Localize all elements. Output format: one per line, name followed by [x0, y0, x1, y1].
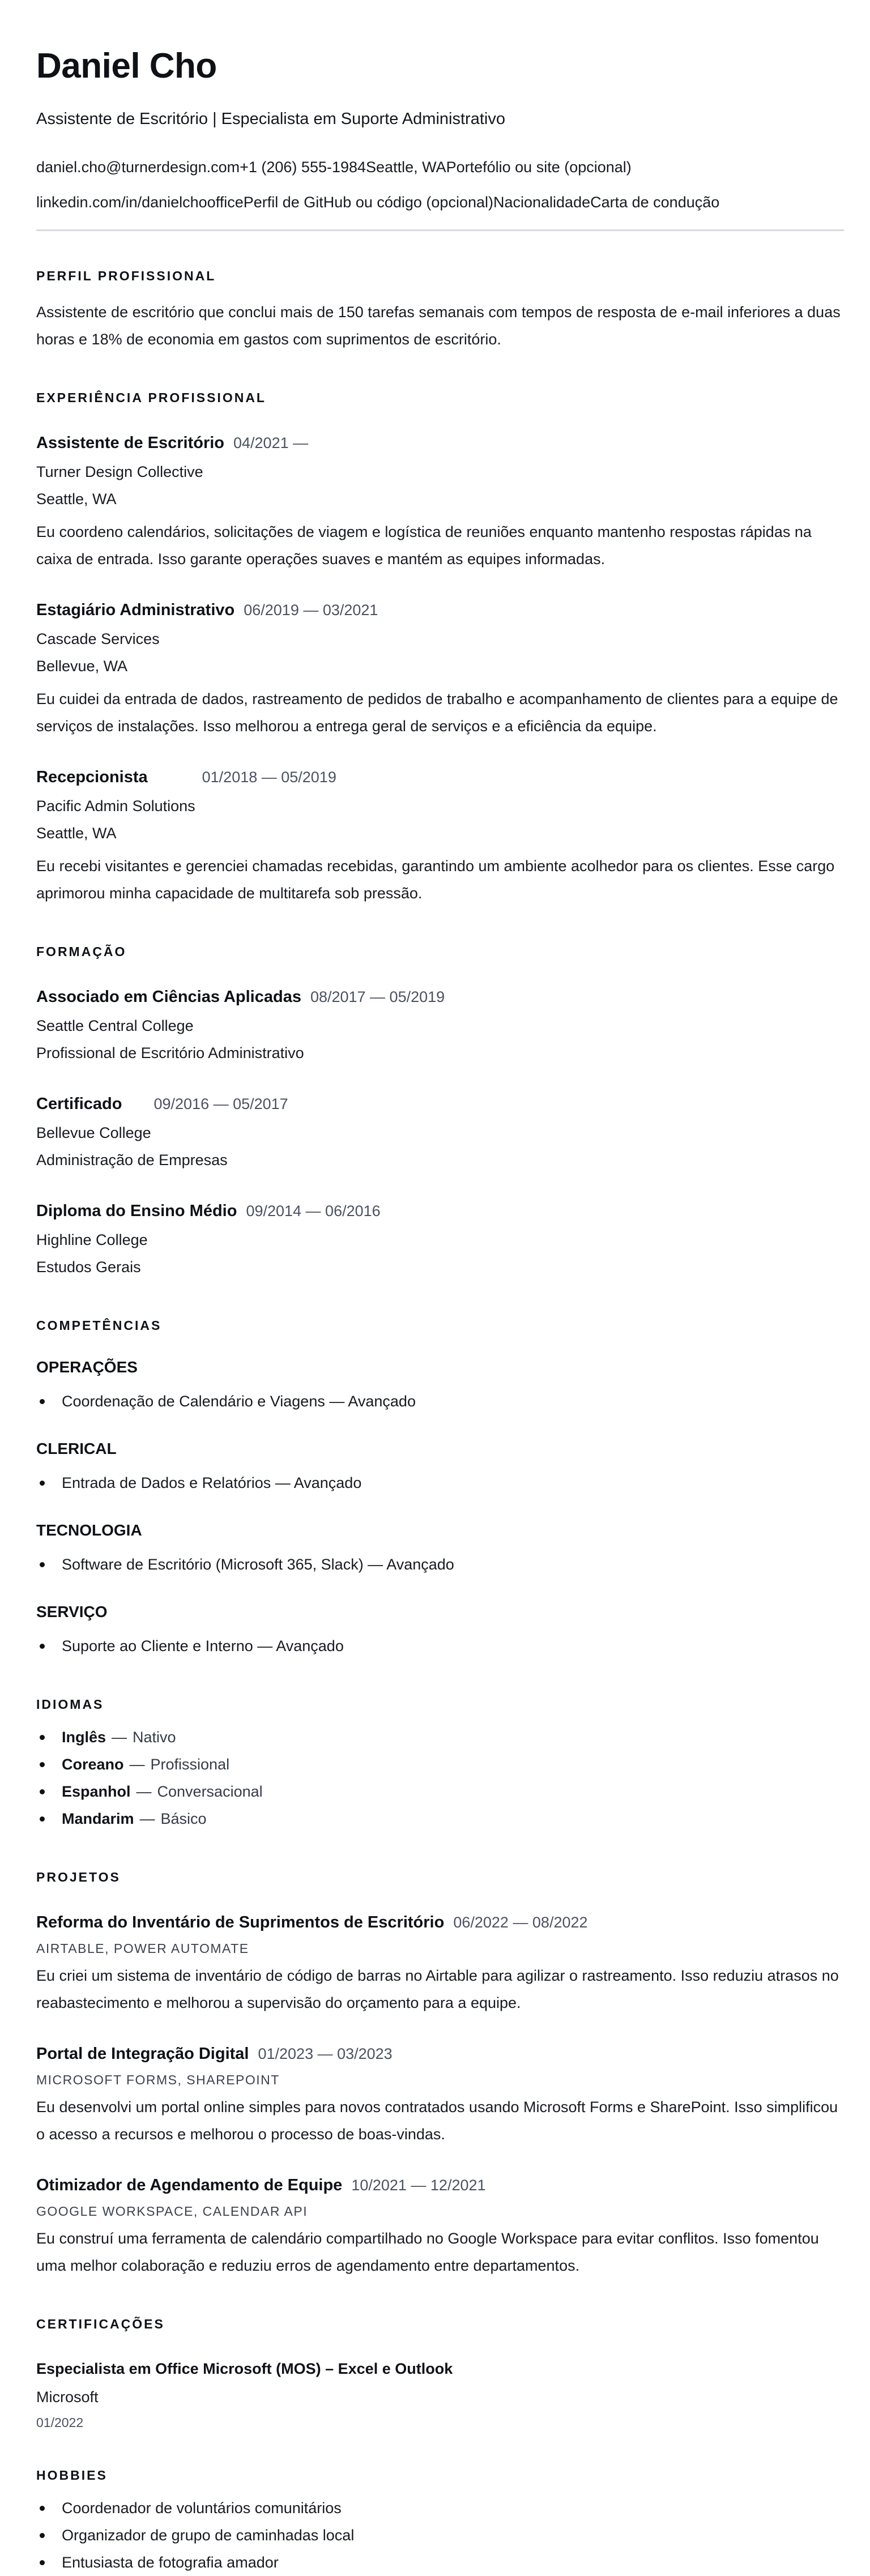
language-name: Inglês	[62, 1729, 106, 1746]
contact-email: daniel.cho@turnerdesign.com	[36, 159, 240, 176]
bullet-icon	[40, 1816, 45, 1822]
project-dates: 06/2022 — 08/2022	[453, 1914, 588, 1931]
job-entry	[36, 601, 844, 740]
project-description: Eu construí uma ferramenta de calendário compartilhado no Google Workspace para evitar conflitos. Isso fomentou uma melhor colaboração e reduziu erros de agendamento entre departamentos.	[36, 2230, 819, 2275]
education-field: Administração de Empresas	[36, 1151, 228, 1169]
contact-line-1	[36, 157, 844, 177]
contact-github-placeholder: Perfil de GitHub ou código (opcional)	[243, 194, 493, 211]
contact-line-2	[36, 193, 844, 212]
candidate-headline: Assistente de Escritório | Especialista em Suporte Administrativo	[36, 110, 505, 128]
project-title: Portal de Integração Digital	[36, 2045, 249, 2063]
skill-item	[36, 1469, 844, 1496]
hobby-item	[36, 2494, 844, 2522]
section-projects	[36, 1870, 844, 2279]
language-name: Espanhol	[62, 1783, 131, 1801]
job-location: Bellevue, WA	[36, 658, 128, 675]
hobby-text: Entusiasta de fotografia amador	[62, 2554, 279, 2571]
skill-item-text: Entrada de Dados e Relatórios — Avançado	[62, 1474, 362, 1492]
languages-section-label: IDIOMAS	[36, 1697, 104, 1712]
job-entry	[36, 768, 844, 907]
education-degree: Associado em Ciências Aplicadas	[36, 988, 301, 1006]
profile-section-label: PERFIL PROFISSIONAL	[36, 268, 216, 284]
job-company: Cascade Services	[36, 630, 160, 648]
certifications-section-label: CERTIFICAÇÕES	[36, 2317, 165, 2332]
language-level: Profissional	[150, 1756, 230, 1773]
job-title: Estagiário Administrativo	[36, 601, 235, 620]
education-dates: 08/2017 — 05/2019	[310, 988, 445, 1006]
job-title: Assistente de Escritório	[36, 434, 224, 453]
education-entry	[36, 988, 844, 1067]
profile-summary: Assistente de escritório que conclui mais de 150 tarefas semanais com tempos de resposta de e-mail inferiores a duas horas e 18% de economia em gastos com suprimentos de escritório.	[36, 304, 841, 348]
language-item	[36, 1751, 844, 1778]
contact-nationality-placeholder: Nacionalidade	[493, 194, 591, 211]
education-title-row	[36, 1095, 844, 1114]
skill-group	[36, 1358, 844, 1415]
language-name: Mandarim	[62, 1810, 134, 1828]
bullet-icon	[40, 1762, 45, 1767]
project-description: Eu desenvolvi um portal online simples para novos contratados usando Microsoft Forms e SharePoint. Isso simplificou o acesso a recursos e melhorou o processo de boas-vindas.	[36, 2099, 838, 2143]
certification-entry	[36, 2360, 844, 2430]
skill-group	[36, 1521, 844, 1578]
bullet-icon	[40, 1562, 45, 1567]
language-level: Nativo	[133, 1729, 176, 1746]
project-entry	[36, 1913, 844, 2016]
language-item	[36, 1778, 844, 1805]
job-location: Seattle, WA	[36, 825, 117, 842]
education-school: Bellevue College	[36, 1124, 151, 1142]
project-entry	[36, 2045, 844, 2148]
job-location: Seattle, WA	[36, 491, 117, 508]
job-description: Eu recebi visitantes e gerenciei chamadas recebidas, garantindo um ambiente acolhedor para os clientes. Esse cargo aprimorou minha capacidade de multitarefa sob pressão.	[36, 858, 835, 902]
language-list	[36, 1724, 844, 1832]
project-description: Eu criei um sistema de inventário de código de barras no Airtable para agilizar o rastreamento. Isso reduziu atrasos no reabastecimento e melhorou a supervisão do orçamento para a equipe.	[36, 1967, 839, 2012]
job-title-row	[36, 601, 844, 620]
contact-phone: +1 (206) 555-1984	[240, 159, 366, 176]
contact-driving-licence-placeholder: Carta de condução	[590, 194, 720, 211]
skill-list	[36, 1388, 844, 1415]
job-entry	[36, 434, 844, 573]
skill-list	[36, 1551, 844, 1578]
certification-title-row	[36, 2360, 844, 2378]
project-stack: MICROSOFT FORMS, SHAREPOINT	[36, 2072, 280, 2088]
section-languages	[36, 1697, 844, 1832]
project-dates: 10/2021 — 12/2021	[351, 2177, 486, 2194]
project-title-row	[36, 1913, 844, 1932]
resume-header	[36, 46, 844, 231]
skill-list	[36, 1469, 844, 1496]
hobbies-section-label: HOBBIES	[36, 2468, 108, 2483]
hobby-text: Organizador de grupo de caminhadas local	[62, 2527, 355, 2544]
hobby-list	[36, 2494, 844, 2576]
language-name: Coreano	[62, 1756, 124, 1773]
bullet-icon	[40, 2506, 45, 2511]
skill-list	[36, 1632, 844, 1660]
education-field: Estudos Gerais	[36, 1259, 141, 1276]
header-divider	[36, 229, 844, 231]
job-dates: 01/2018 — 05/2019	[202, 769, 336, 786]
language-separator: —	[129, 1756, 145, 1773]
job-title-row	[36, 434, 844, 453]
project-title: Reforma do Inventário de Suprimentos de Escritório	[36, 1913, 445, 1932]
job-description: Eu coordeno calendários, solicitações de viagem e logística de reuniões enquanto mantenho respostas rápidas na caixa de entrada. Isso garante operações suaves e mantém as equipes informadas.	[36, 523, 812, 568]
contact-linkedin: linkedin.com/in/danielchooffice	[36, 194, 244, 211]
hobby-item	[36, 2549, 844, 2576]
job-company: Pacific Admin Solutions	[36, 797, 195, 815]
section-skills	[36, 1318, 844, 1660]
education-school: Seattle Central College	[36, 1017, 194, 1035]
project-title-row	[36, 2176, 844, 2195]
certification-issuer: Microsoft	[36, 2389, 99, 2406]
project-title: Otimizador de Agendamento de Equipe	[36, 2176, 343, 2195]
skill-group-name: OPERAÇÕES	[36, 1358, 138, 1376]
projects-section-label: PROJETOS	[36, 1870, 121, 1885]
skill-group-name: CLERICAL	[36, 1440, 117, 1458]
job-title-row	[36, 768, 844, 787]
skill-item	[36, 1551, 844, 1578]
education-title-row	[36, 1202, 844, 1221]
skill-item	[36, 1388, 844, 1415]
education-title-row	[36, 988, 844, 1006]
language-item	[36, 1724, 844, 1751]
bullet-icon	[40, 2533, 45, 2538]
skill-item-text: Software de Escritório (Microsoft 365, Slack) — Avançado	[62, 1556, 454, 1573]
bullet-icon	[40, 1399, 45, 1404]
section-experience	[36, 390, 844, 907]
language-separator: —	[139, 1810, 155, 1828]
education-degree: Diploma do Ensino Médio	[36, 1202, 237, 1221]
education-dates: 09/2014 — 06/2016	[246, 1202, 381, 1220]
section-hobbies	[36, 2468, 844, 2576]
education-section-label: FORMAÇÃO	[36, 944, 127, 959]
job-dates: 06/2019 — 03/2021	[244, 602, 378, 619]
section-education	[36, 944, 844, 1281]
bullet-icon	[40, 1481, 45, 1486]
language-separator: —	[112, 1729, 127, 1746]
certification-date: 01/2022	[36, 2415, 84, 2430]
hobby-text: Coordenador de voluntários comunitários	[62, 2500, 342, 2517]
experience-section-label: EXPERIÊNCIA PROFISSIONAL	[36, 390, 266, 406]
project-dates: 01/2023 — 03/2023	[258, 2045, 393, 2063]
language-separator: —	[136, 1783, 152, 1801]
language-level: Conversacional	[157, 1783, 263, 1801]
project-stack: AIRTABLE, POWER AUTOMATE	[36, 1941, 249, 1956]
bullet-icon	[40, 1735, 45, 1740]
contact-website-placeholder: Portefólio ou site (opcional)	[446, 159, 632, 176]
skill-group	[36, 1440, 844, 1496]
language-item	[36, 1805, 844, 1832]
education-dates: 09/2016 — 05/2017	[153, 1095, 288, 1113]
hobby-item	[36, 2522, 844, 2549]
education-school: Highline College	[36, 1231, 148, 1249]
certification-title: Especialista em Office Microsoft (MOS) – Excel e Outlook	[36, 2360, 453, 2378]
bullet-icon	[40, 2560, 45, 2565]
job-description: Eu cuidei da entrada de dados, rastreamento de pedidos de trabalho e acompanhamento de clientes para a equipe de serviços de instalações. Isso melhorou a entrega geral de serviços e a eficiência da equipe.	[36, 690, 838, 735]
job-title: Recepcionista	[36, 768, 148, 787]
job-company: Turner Design Collective	[36, 463, 203, 481]
job-dates: 04/2021 —	[233, 434, 309, 452]
section-profile	[36, 268, 844, 353]
bullet-icon	[40, 1644, 45, 1649]
education-entry	[36, 1095, 844, 1174]
education-degree: Certificado	[36, 1095, 122, 1114]
project-title-row	[36, 2045, 844, 2063]
skills-section-label: COMPETÊNCIAS	[36, 1318, 162, 1333]
language-level: Básico	[160, 1810, 207, 1828]
skill-item	[36, 1632, 844, 1660]
skill-item-text: Coordenação de Calendário e Viagens — Avançado	[62, 1393, 416, 1410]
education-field: Profissional de Escritório Administrativo	[36, 1044, 304, 1062]
education-entry	[36, 1202, 844, 1281]
skill-item-text: Suporte ao Cliente e Interno — Avançado	[62, 1637, 344, 1655]
project-entry	[36, 2176, 844, 2279]
contact-location: Seattle, WA	[366, 159, 446, 176]
candidate-name: Daniel Cho	[36, 46, 217, 86]
skill-group	[36, 1603, 844, 1660]
section-certifications	[36, 2317, 844, 2430]
bullet-icon	[40, 1789, 45, 1794]
project-stack: GOOGLE WORKSPACE, CALENDAR API	[36, 2204, 308, 2219]
skill-group-name: TECNOLOGIA	[36, 1521, 142, 1539]
skill-group-name: SERVIÇO	[36, 1603, 108, 1621]
